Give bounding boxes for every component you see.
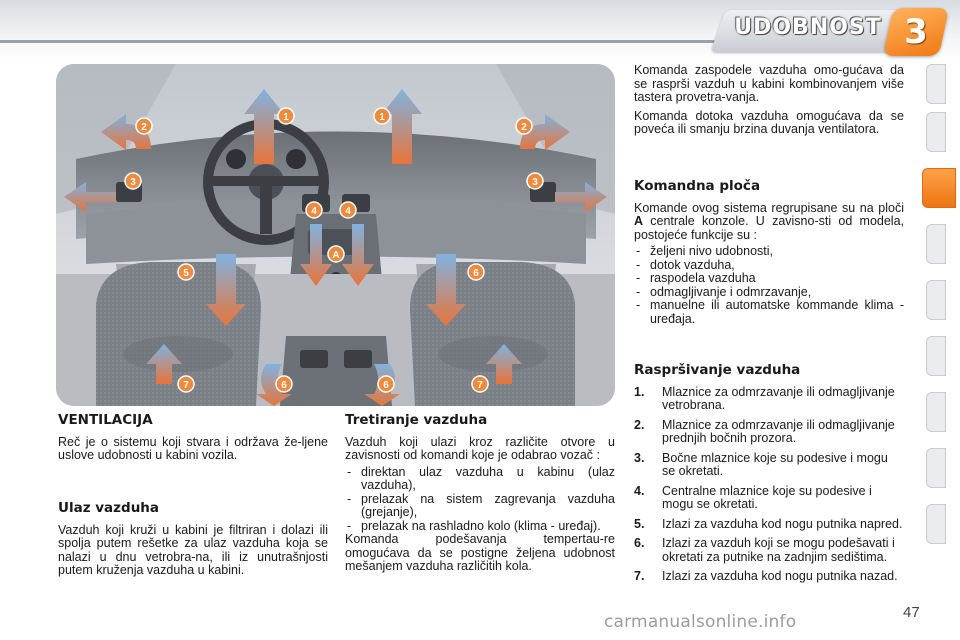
marker-2-left: 2 [141, 122, 147, 133]
chapter-tab-9[interactable] [926, 504, 946, 544]
chapter-tab-4[interactable] [926, 224, 946, 264]
rasprsivanje-list [634, 386, 904, 584]
chapter-tabs [926, 64, 960, 574]
raspodela-text: Komanda zaspodele vazduha omo-gućava da se rasprši vazduh u kabini kombinovanjem više tastera provetra-vanja. [634, 63, 904, 104]
komandna-list [634, 245, 904, 326]
cabin-airflow-illustration [56, 64, 615, 406]
item-text: Centralne mlaznice koje su podesive i mogu se okretati. [662, 483, 872, 511]
marker-6-rear-left: 6 [281, 380, 287, 391]
list-item [634, 419, 904, 446]
chapter-tab-6[interactable] [926, 336, 946, 376]
marker-7-left: 7 [183, 380, 189, 391]
middle-column [345, 414, 615, 574]
chapter-tab-2[interactable] [926, 112, 946, 152]
item-text: Izlazi za vazduha kod nogu putnika nazad. [662, 569, 898, 583]
watermark: carmanualsonline.info [604, 612, 797, 632]
list-item: - manuelne ili automatske kommande klima - uređaja. [634, 299, 904, 326]
panel-letter: A [634, 214, 644, 228]
marker-A: A [332, 250, 340, 261]
left-column [58, 414, 328, 463]
marker-3-left: 3 [130, 177, 136, 188]
komandna-text [634, 202, 904, 243]
list-item: - prelazak na rashladno kolo (klima - uređaj). [345, 520, 615, 534]
heading-rasprsivanje-vazduha: Raspršivanje vazduha [634, 362, 801, 378]
heading-ventilacija: VENTILACIJA [58, 412, 153, 428]
list-item: - direktan ulaz vazduha u kabinu (ulaz vazduha), [345, 466, 615, 493]
tretiranje-intro: Vazduh koji ulazi kroz različite otvore u zavisnosti od komandi koje je odabrao vozač : [345, 434, 615, 462]
item-number: 3. [634, 450, 645, 465]
dotok-text: Komanda dotoka vazduha omogućava da se poveća ili smanju brzina duvanja ventilatora. [634, 108, 904, 136]
heading-komandna-ploca: Komandna ploča [634, 178, 761, 194]
list-item [634, 386, 904, 413]
marker-2-right: 2 [521, 122, 527, 133]
marker-7-right: 7 [477, 380, 483, 391]
item-text: Bočne mlaznice koje su podesive i mogu se okretati. [662, 450, 888, 478]
marker-4-left: 4 [311, 206, 317, 217]
marker-4-right: 4 [345, 206, 351, 217]
item-text: Izlazi za vazduha kod nogu putnika napred. [662, 516, 903, 531]
chapter-tab-5[interactable] [926, 280, 946, 320]
marker-6-rear-right: 6 [383, 380, 389, 391]
list-item [634, 537, 904, 564]
list-item [634, 452, 904, 479]
marker-5: 5 [183, 268, 189, 279]
marker-6-front: 6 [473, 268, 479, 279]
komandna-section [634, 180, 904, 326]
item-text: Mlaznice za odmrzavanje ili odmagljivanje prednjih bočnih prozora. [662, 417, 895, 445]
item-number: 4. [634, 483, 645, 498]
chapter-tab-7[interactable] [926, 392, 946, 432]
right-column [634, 64, 904, 137]
komandna-text-part: Komande ovog sistema regrupisane su na ploči [634, 200, 904, 215]
komandna-text-part: centrale konzole. U zavisno-sti od modela, postojeće funkcije su : [634, 214, 904, 242]
item-number: 7. [634, 569, 645, 583]
item-number: 1. [634, 384, 645, 399]
tretiranje-list [345, 466, 615, 534]
chapter-title: UDOBNOST [734, 15, 882, 40]
marker-3-right: 3 [532, 177, 538, 188]
chapter-number: 3 [904, 12, 928, 52]
item-number: 6. [634, 536, 645, 550]
tretiranje-outro: Komanda podešavanja tempertau-re omogućava da se postigne željena udobnost mešanjem vazduha različitih kola. [345, 532, 615, 573]
page-number: 47 [903, 604, 920, 621]
item-number: 2. [634, 417, 645, 432]
list-item [634, 518, 904, 532]
ulaz-vazduha-text: Vazduh koji kruži u kabini je filtriran i dolazi ili spolja putem rešetke za ulaz vazduha koja se nalazi u dnu vetrobra-na, ili iz unutrašnjosti putem kruženja vazduha u kabini. [58, 522, 328, 577]
list-item: - raspodela vazduha [634, 272, 904, 286]
chapter-tab-3-active[interactable] [922, 168, 956, 208]
ventilacija-text: Reč je o sistemu koji stvara i održava že-ljene uslove udobnosti u kabini vozila. [58, 434, 328, 462]
marker-1-right: 1 [379, 112, 385, 123]
rasprsivanje-section [634, 364, 904, 590]
list-item [634, 485, 904, 512]
item-number: 5. [634, 516, 645, 531]
item-text: Izlazi za vazduh koji se mogu podešavati i okretati za putnike na zadnjim sedištima. [662, 536, 895, 564]
chapter-tab-1[interactable] [926, 64, 946, 104]
left-column-ulaz [58, 502, 328, 578]
chapter-tab-8[interactable] [926, 448, 946, 488]
marker-1-left: 1 [283, 112, 289, 123]
list-item: - željeni nivo udobnosti, [634, 245, 904, 259]
heading-ulaz-vazduha: Ulaz vazduha [58, 500, 160, 516]
item-text: Mlaznice za odmrzavanje ili odmagljivanje vetrobrana. [662, 384, 895, 412]
list-item: - dotok vazduha, [634, 259, 904, 273]
heading-tretiranje-vazduha: Tretiranje vazduha [345, 412, 488, 428]
list-item: - odmagljivanje i odmrzavanje, [634, 286, 904, 300]
list-item: - prelazak na sistem zagrevanja vazduha (grejanje), [345, 493, 615, 520]
list-item [634, 570, 904, 584]
